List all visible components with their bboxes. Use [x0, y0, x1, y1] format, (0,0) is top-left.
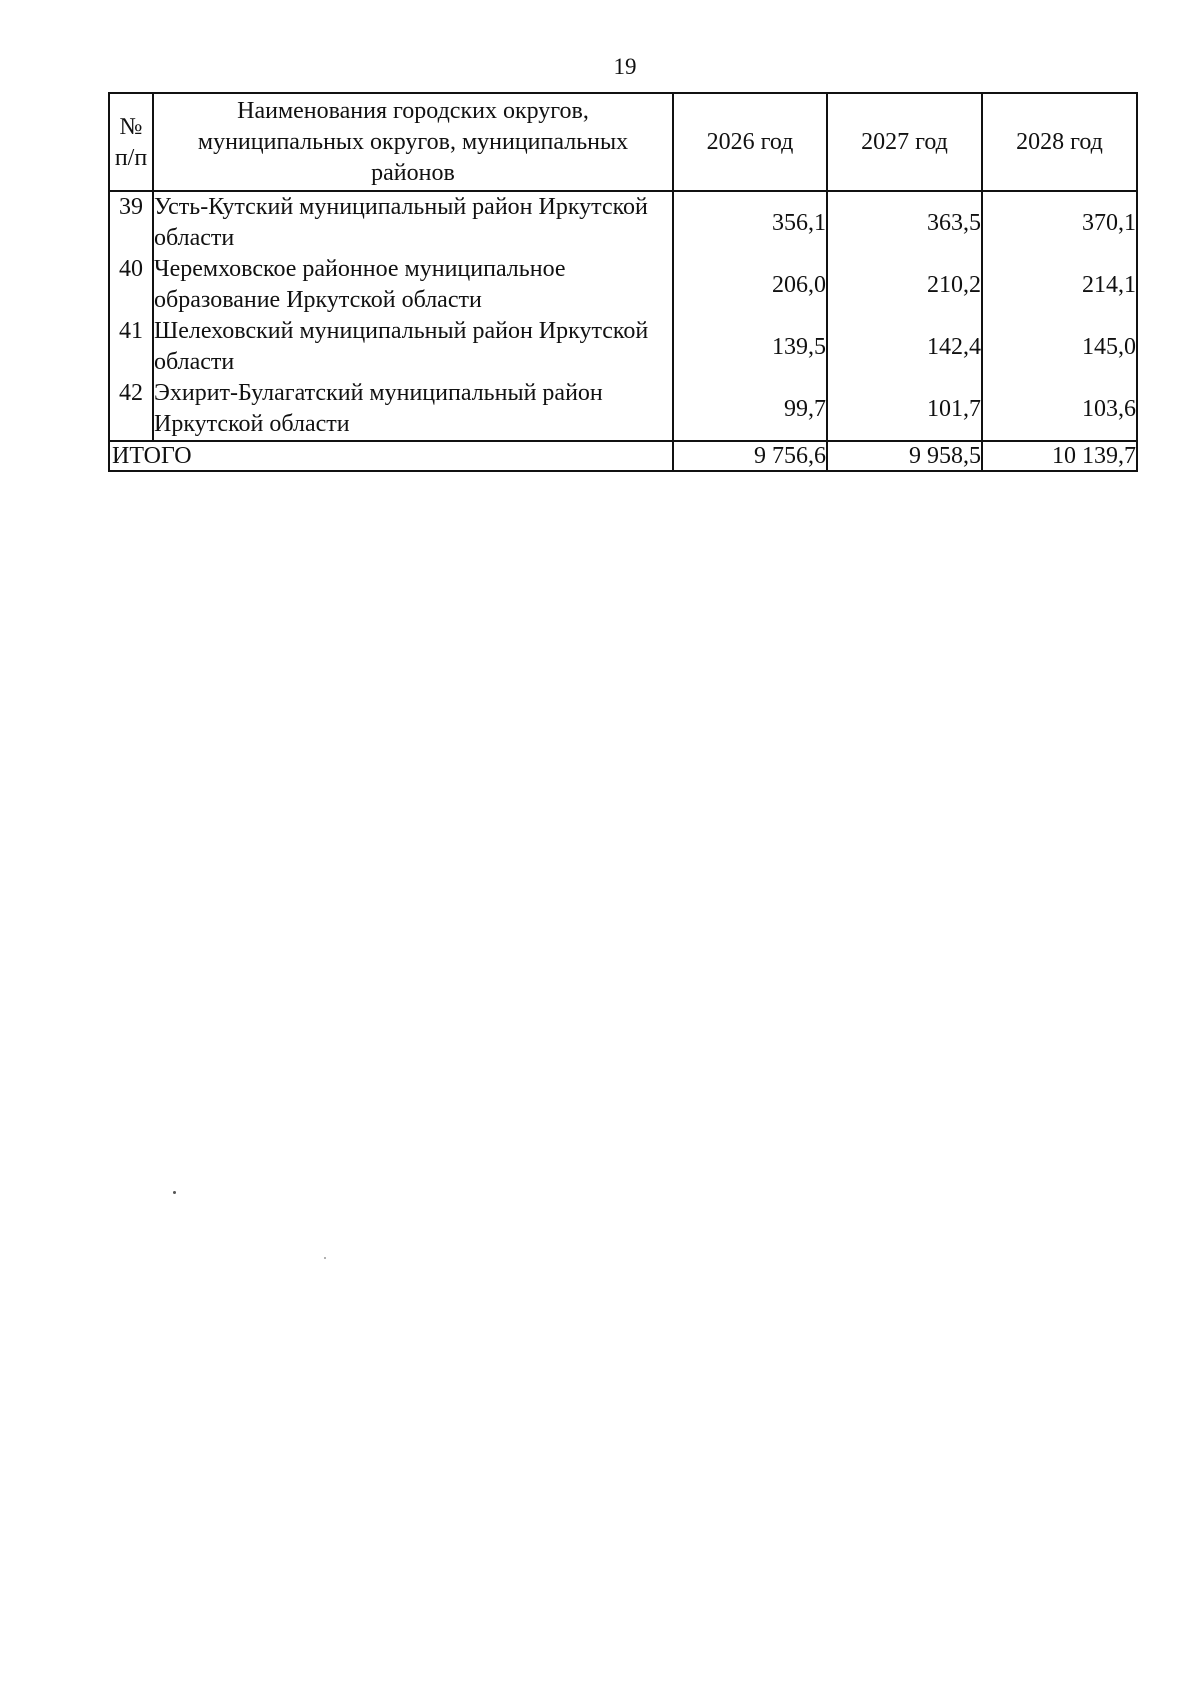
allocation-table	[108, 92, 1138, 472]
row-number: 40	[109, 254, 153, 316]
header-2026: 2026 год	[673, 93, 827, 191]
table-row	[109, 191, 1137, 254]
row-value-2026: 206,0	[673, 254, 827, 316]
total-2027: 9 958,5	[827, 441, 982, 471]
table-header-row	[109, 93, 1137, 191]
header-number: № п/п	[109, 93, 153, 191]
total-2028: 10 139,7	[982, 441, 1137, 471]
total-2026: 9 756,6	[673, 441, 827, 471]
header-2027: 2027 год	[827, 93, 982, 191]
row-number: 42	[109, 378, 153, 441]
row-value-2028: 370,1	[982, 191, 1137, 254]
row-name: Усть-Кутский муниципальный район Иркутской области	[153, 191, 673, 254]
row-number: 41	[109, 316, 153, 378]
row-value-2026: 139,5	[673, 316, 827, 378]
row-value-2028: 103,6	[982, 378, 1137, 441]
row-number: 39	[109, 191, 153, 254]
total-label: ИТОГО	[109, 441, 673, 471]
page-number: 19	[613, 54, 637, 79]
scan-speck	[324, 1257, 326, 1259]
row-value-2027: 363,5	[827, 191, 982, 254]
row-value-2026: 99,7	[673, 378, 827, 441]
table-row	[109, 254, 1137, 316]
row-value-2027: 210,2	[827, 254, 982, 316]
header-2028: 2028 год	[982, 93, 1137, 191]
table-row	[109, 378, 1137, 441]
header-name: Наименования городских округов, муниципальных округов, муниципальных районов	[153, 93, 673, 191]
row-value-2026: 356,1	[673, 191, 827, 254]
row-value-2028: 214,1	[982, 254, 1137, 316]
row-name: Шелеховский муниципальный район Иркутской области	[153, 316, 673, 378]
row-name: Черемховское районное муниципальное образование Иркутской области	[153, 254, 673, 316]
total-row	[109, 441, 1137, 471]
row-value-2028: 145,0	[982, 316, 1137, 378]
row-value-2027: 101,7	[827, 378, 982, 441]
row-value-2027: 142,4	[827, 316, 982, 378]
scan-speck	[173, 1191, 176, 1194]
table-row	[109, 316, 1137, 378]
row-name: Эхирит-Булагатский муниципальный район Иркутской области	[153, 378, 673, 441]
